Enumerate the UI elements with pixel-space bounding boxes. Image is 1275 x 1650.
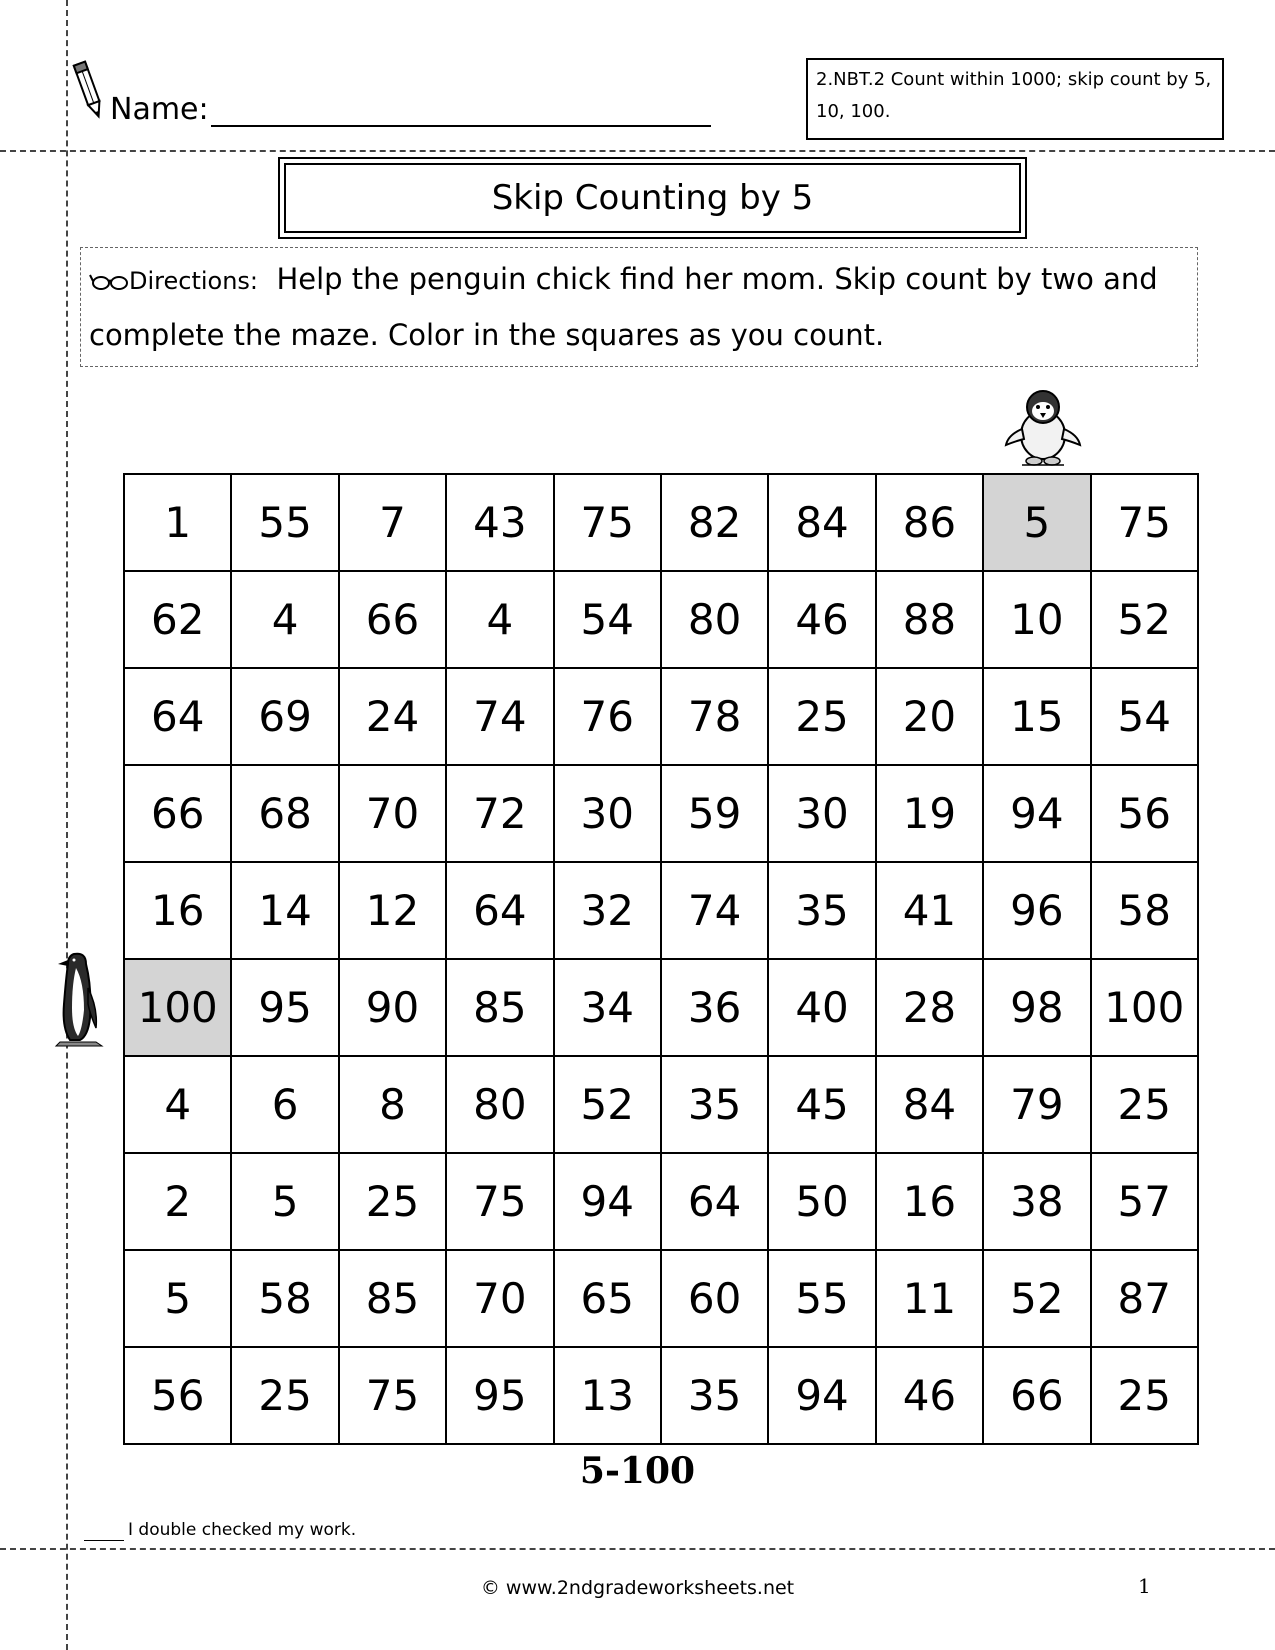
- maze-cell[interactable]: 64: [446, 862, 553, 959]
- maze-row: [124, 571, 1198, 668]
- maze-cell[interactable]: 5: [124, 1250, 231, 1347]
- maze-cell[interactable]: 54: [554, 571, 661, 668]
- maze-body: [124, 474, 1198, 1444]
- maze-cell[interactable]: 28: [876, 959, 983, 1056]
- maze-row: [124, 1056, 1198, 1153]
- maze-cell[interactable]: 94: [983, 765, 1090, 862]
- range-label: 5-100: [579, 1450, 696, 1492]
- maze-cell[interactable]: 20: [876, 668, 983, 765]
- maze-cell[interactable]: 90: [339, 959, 446, 1056]
- maze-cell[interactable]: 5: [231, 1153, 338, 1250]
- maze-cell[interactable]: 55: [231, 474, 338, 571]
- maze-cell[interactable]: 24: [339, 668, 446, 765]
- maze-cell[interactable]: 56: [124, 1347, 231, 1444]
- bottom-guide-line: [0, 1548, 1275, 1550]
- maze-cell[interactable]: 50: [768, 1153, 875, 1250]
- pencil-icon: [72, 58, 106, 122]
- maze-cell[interactable]: 25: [231, 1347, 338, 1444]
- maze-cell[interactable]: 70: [446, 1250, 553, 1347]
- maze-cell[interactable]: 87: [1091, 1250, 1198, 1347]
- maze-cell[interactable]: 15: [983, 668, 1090, 765]
- maze-cell[interactable]: 66: [983, 1347, 1090, 1444]
- maze-cell[interactable]: 74: [446, 668, 553, 765]
- maze-cell[interactable]: 69: [231, 668, 338, 765]
- maze-cell[interactable]: 30: [768, 765, 875, 862]
- maze-cell[interactable]: 96: [983, 862, 1090, 959]
- maze-cell[interactable]: 35: [661, 1347, 768, 1444]
- maze-cell[interactable]: 95: [231, 959, 338, 1056]
- maze-cell[interactable]: 62: [124, 571, 231, 668]
- maze-cell[interactable]: 66: [124, 765, 231, 862]
- page-number: 1: [1138, 1574, 1151, 1598]
- check-blank[interactable]: [84, 1520, 124, 1541]
- maze-cell[interactable]: 75: [339, 1347, 446, 1444]
- penguin-mom-icon: [52, 948, 104, 1048]
- maze-cell[interactable]: 10: [983, 571, 1090, 668]
- maze-cell[interactable]: 13: [554, 1347, 661, 1444]
- maze-cell[interactable]: 98: [983, 959, 1090, 1056]
- maze-cell[interactable]: 41: [876, 862, 983, 959]
- maze-cell[interactable]: 74: [661, 862, 768, 959]
- maze-grid: [123, 473, 1199, 1445]
- maze-cell[interactable]: 1: [124, 474, 231, 571]
- maze-row: [124, 668, 1198, 765]
- maze-cell[interactable]: 25: [1091, 1347, 1198, 1444]
- maze-cell[interactable]: 35: [768, 862, 875, 959]
- maze-cell[interactable]: 2: [124, 1153, 231, 1250]
- maze-cell[interactable]: 94: [554, 1153, 661, 1250]
- maze-cell[interactable]: 36: [661, 959, 768, 1056]
- maze-cell[interactable]: 64: [124, 668, 231, 765]
- maze-cell[interactable]: 86: [876, 474, 983, 571]
- maze-cell[interactable]: 35: [661, 1056, 768, 1153]
- maze-cell[interactable]: 12: [339, 862, 446, 959]
- maze-cell[interactable]: 30: [554, 765, 661, 862]
- name-line[interactable]: [211, 95, 711, 127]
- maze-row: [124, 474, 1198, 571]
- maze-cell[interactable]: 85: [446, 959, 553, 1056]
- directions-text: Help the penguin chick find her mom. Skip count by two and complete the maze. Color in the squares as you count.: [89, 262, 1158, 352]
- maze-cell[interactable]: 14: [231, 862, 338, 959]
- maze-cell[interactable]: 34: [554, 959, 661, 1056]
- maze-cell[interactable]: 52: [983, 1250, 1090, 1347]
- maze-cell[interactable]: 16: [876, 1153, 983, 1250]
- maze-cell[interactable]: 11: [876, 1250, 983, 1347]
- maze-cell[interactable]: 75: [554, 474, 661, 571]
- maze-row: [124, 1250, 1198, 1347]
- maze-cell[interactable]: 100: [124, 959, 231, 1056]
- maze-cell[interactable]: 19: [876, 765, 983, 862]
- maze-cell[interactable]: 43: [446, 474, 553, 571]
- maze-cell[interactable]: 68: [231, 765, 338, 862]
- maze-cell[interactable]: 75: [1091, 474, 1198, 571]
- maze-cell[interactable]: 57: [1091, 1153, 1198, 1250]
- maze-cell[interactable]: 75: [446, 1153, 553, 1250]
- maze-cell[interactable]: 84: [876, 1056, 983, 1153]
- maze-cell[interactable]: 66: [339, 571, 446, 668]
- maze-cell[interactable]: 79: [983, 1056, 1090, 1153]
- footer-copyright: © www.2ndgradeworksheets.net: [480, 1577, 795, 1599]
- title-box: [278, 157, 1027, 239]
- maze-cell[interactable]: 100: [1091, 959, 1198, 1056]
- glasses-icon: [89, 271, 129, 291]
- maze-cell[interactable]: 45: [768, 1056, 875, 1153]
- name-field[interactable]: [110, 92, 711, 127]
- maze-cell[interactable]: 85: [339, 1250, 446, 1347]
- maze-cell[interactable]: 5: [983, 474, 1090, 571]
- penguin-chick-icon: [1002, 385, 1084, 469]
- maze-cell[interactable]: 46: [876, 1347, 983, 1444]
- maze-cell[interactable]: 60: [661, 1250, 768, 1347]
- maze-cell[interactable]: 4: [446, 571, 553, 668]
- maze-cell[interactable]: 84: [768, 474, 875, 571]
- maze-cell[interactable]: 88: [876, 571, 983, 668]
- maze-row: [124, 1347, 1198, 1444]
- maze-cell[interactable]: 16: [124, 862, 231, 959]
- maze-row: [124, 862, 1198, 959]
- maze-cell[interactable]: 58: [231, 1250, 338, 1347]
- maze-cell[interactable]: 55: [768, 1250, 875, 1347]
- maze-cell[interactable]: 72: [446, 765, 553, 862]
- maze-cell[interactable]: 58: [1091, 862, 1198, 959]
- maze-cell[interactable]: 7: [339, 474, 446, 571]
- maze-cell[interactable]: 46: [768, 571, 875, 668]
- maze-cell[interactable]: 80: [661, 571, 768, 668]
- standard-box: 2.NBT.2 Count within 1000; skip count by 5, 10, 100.: [806, 58, 1224, 140]
- maze-cell[interactable]: 94: [768, 1347, 875, 1444]
- maze-cell[interactable]: 59: [661, 765, 768, 862]
- maze-cell[interactable]: 52: [554, 1056, 661, 1153]
- self-check-row: [84, 1520, 356, 1541]
- maze-row: [124, 959, 1198, 1056]
- maze-cell[interactable]: 76: [554, 668, 661, 765]
- maze-row: [124, 765, 1198, 862]
- maze-cell[interactable]: 4: [124, 1056, 231, 1153]
- maze-cell[interactable]: 25: [768, 668, 875, 765]
- maze-cell[interactable]: 64: [661, 1153, 768, 1250]
- maze-cell[interactable]: 32: [554, 862, 661, 959]
- maze-cell[interactable]: 65: [554, 1250, 661, 1347]
- maze-row: [124, 1153, 1198, 1250]
- maze-cell[interactable]: 54: [1091, 668, 1198, 765]
- maze-cell[interactable]: 25: [339, 1153, 446, 1250]
- page-title: Skip Counting by 5: [284, 163, 1021, 233]
- maze-cell[interactable]: 82: [661, 474, 768, 571]
- maze-cell[interactable]: 80: [446, 1056, 553, 1153]
- maze-cell[interactable]: 56: [1091, 765, 1198, 862]
- directions-box: [80, 247, 1198, 367]
- top-guide-line: [0, 150, 1275, 152]
- maze-cell[interactable]: 70: [339, 765, 446, 862]
- directions-label: Directions:: [129, 267, 259, 295]
- name-label: Name:: [110, 92, 209, 127]
- vertical-guide-line: [66, 0, 68, 1650]
- maze-cell[interactable]: 52: [1091, 571, 1198, 668]
- maze-cell[interactable]: 78: [661, 668, 768, 765]
- maze-cell[interactable]: 25: [1091, 1056, 1198, 1153]
- maze-cell[interactable]: 95: [446, 1347, 553, 1444]
- maze-cell[interactable]: 40: [768, 959, 875, 1056]
- maze-cell[interactable]: 6: [231, 1056, 338, 1153]
- maze-cell[interactable]: 38: [983, 1153, 1090, 1250]
- maze-cell[interactable]: 8: [339, 1056, 446, 1153]
- maze-cell[interactable]: 4: [231, 571, 338, 668]
- check-text: I double checked my work.: [128, 1520, 357, 1540]
